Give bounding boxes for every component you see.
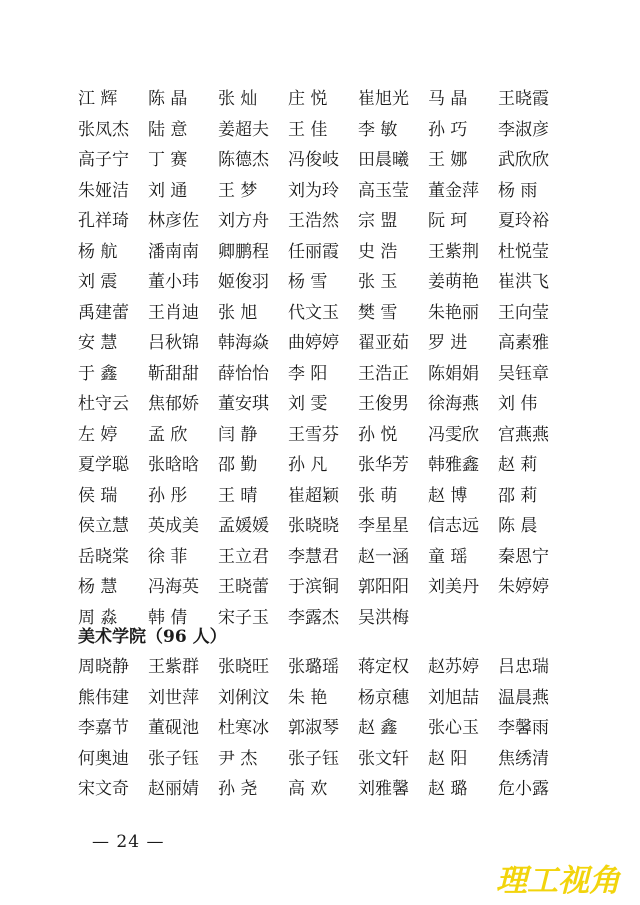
name-cell: 于 鑫 (78, 363, 118, 384)
name-cell: 张晓晓 (288, 516, 339, 536)
name-cell: 杨 雨 (498, 180, 538, 201)
name-cell: 冯雯欣 (428, 424, 479, 445)
name-cell: 江 辉 (78, 89, 118, 109)
name-cell: 赵丽婧 (148, 779, 199, 799)
name-cell: 孙 悦 (358, 424, 398, 445)
name-cell: 陈德杰 (218, 150, 269, 170)
name-cell: 吴洪梅 (358, 607, 409, 628)
name-cell: 刘雅馨 (358, 779, 409, 799)
name-cell: 李馨雨 (498, 718, 549, 738)
name-cell: 庄 悦 (288, 89, 328, 109)
name-cell: 张子钰 (148, 748, 199, 769)
name-cell: 刘 雯 (288, 394, 328, 414)
name-cell: 姜萌艳 (428, 272, 479, 292)
name-grid (78, 652, 568, 805)
name-cell: 陈娟娟 (428, 363, 479, 384)
watermark-logo (492, 855, 632, 901)
name-cell: 朱 艳 (288, 687, 328, 708)
name-cell: 宫燕燕 (498, 424, 549, 445)
name-cell: 吕秋锦 (148, 333, 199, 353)
name-cell: 杜守云 (78, 394, 129, 414)
name-cell: 闫 静 (218, 424, 258, 445)
name-cell: 英成美 (148, 516, 199, 536)
name-cell: 王立君 (218, 546, 269, 567)
name-cell: 翟亚茹 (358, 333, 409, 353)
name-cell: 林彦佐 (148, 211, 199, 231)
name-cell: 薛怡怡 (218, 363, 269, 384)
name-cell: 熊伟建 (78, 687, 129, 708)
name-cell: 蒋定权 (358, 657, 409, 677)
name-cell: 阮 珂 (428, 211, 468, 231)
name-cell: 孙 尧 (218, 779, 258, 799)
name-cell: 张华芳 (358, 455, 409, 475)
name-cell: 李 敏 (358, 119, 398, 140)
name-cell: 丁 赛 (148, 150, 188, 170)
name-cell: 孔祥琦 (78, 211, 129, 231)
name-cell: 于滨铜 (288, 577, 339, 597)
name-cell: 冯海英 (148, 577, 199, 597)
name-cell: 李露杰 (288, 607, 339, 628)
name-cell: 危小露 (498, 779, 549, 799)
name-cell: 靳甜甜 (148, 363, 199, 384)
name-cell: 武欣欣 (498, 150, 549, 170)
name-cell: 任丽霞 (288, 241, 339, 262)
name-cell: 马 晶 (428, 89, 468, 109)
name-cell: 刘方舟 (218, 211, 269, 231)
name-cell: 韩海焱 (218, 333, 269, 353)
name-cell: 王 佳 (288, 119, 328, 140)
name-cell: 孙 巧 (428, 119, 468, 140)
name-cell: 代文玉 (288, 302, 339, 323)
name-cell: 董小玮 (148, 272, 199, 292)
name-cell: 韩雅鑫 (428, 455, 479, 475)
name-cell: 杜悦莹 (498, 241, 549, 262)
name-cell: 王 娜 (428, 150, 468, 170)
name-cell: 崔超颖 (288, 485, 339, 506)
name-cell: 禹建蕾 (78, 302, 129, 323)
name-cell: 周 淼 (78, 607, 118, 628)
name-cell: 赵 鑫 (358, 718, 398, 738)
name-cell: 杨京穗 (358, 687, 409, 708)
name-cell: 冯俊岐 (288, 150, 339, 170)
name-cell: 张璐瑶 (288, 657, 339, 677)
name-cell: 朱娅洁 (78, 180, 129, 201)
name-cell: 秦恩宁 (498, 546, 549, 567)
name-cell: 韩 倩 (148, 607, 188, 628)
name-cell: 童 瑶 (428, 546, 468, 567)
name-cell: 温晨燕 (498, 687, 549, 708)
name-cell: 董金萍 (428, 180, 479, 201)
name-cell: 王紫荆 (428, 241, 479, 262)
name-cell: 李星星 (358, 516, 409, 536)
name-cell: 王晓霞 (498, 89, 549, 109)
name-cell: 李嘉节 (78, 718, 129, 738)
name-cell: 孙 凡 (288, 455, 328, 475)
name-cell: 李慧君 (288, 546, 339, 567)
name-cell: 陈 晶 (148, 89, 188, 109)
name-cell: 赵 阳 (428, 748, 468, 769)
name-cell: 王向莹 (498, 302, 549, 323)
name-cell: 樊 雪 (358, 302, 398, 323)
name-cell: 杜寒冰 (218, 718, 269, 738)
name-cell: 赵苏婷 (428, 657, 479, 677)
name-cell: 邵 莉 (498, 485, 538, 506)
name-cell: 董安琪 (218, 394, 269, 414)
name-cell: 郭淑琴 (288, 718, 339, 738)
name-cell: 罗 进 (428, 333, 468, 353)
name-cell: 张凤杰 (78, 119, 129, 140)
name-cell: 杨 航 (78, 241, 118, 262)
name-cell: 岳晓棠 (78, 546, 129, 567)
name-cell: 王浩然 (288, 211, 339, 231)
section-heading: 美术学院（96 人） (78, 627, 227, 647)
name-cell: 徐 菲 (148, 546, 188, 567)
name-cell: 董砚池 (148, 718, 199, 738)
page-number: — 24 — (92, 832, 165, 852)
name-cell: 李淑彦 (498, 119, 549, 140)
name-cell: 宋文奇 (78, 779, 129, 799)
name-cell: 崔洪飞 (498, 272, 549, 292)
svg-text:理工视角: 理工视角 (496, 863, 620, 899)
name-cell: 高玉莹 (358, 180, 409, 201)
name-cell: 张心玉 (428, 718, 479, 738)
name-cell: 王浩正 (358, 363, 409, 384)
name-cell: 赵 莉 (498, 455, 538, 475)
name-cell: 孟媛媛 (218, 516, 269, 536)
name-cell: 刘俐汶 (218, 687, 269, 708)
name-cell: 吴钰章 (498, 363, 549, 384)
name-cell: 田晨曦 (358, 150, 409, 170)
name-cell: 安 慧 (78, 333, 118, 353)
name-cell: 朱婷婷 (498, 577, 549, 597)
name-cell: 宗 盟 (358, 211, 398, 231)
name-cell: 刘 通 (148, 180, 188, 201)
name-cell: 史 浩 (358, 241, 398, 262)
name-cell: 侯 瑞 (78, 485, 118, 506)
name-cell: 王晓蕾 (218, 577, 269, 597)
name-cell: 高 欢 (288, 779, 328, 799)
name-cell: 侯立慧 (78, 516, 129, 536)
name-cell: 潘南南 (148, 241, 199, 262)
name-cell: 王 梦 (218, 180, 258, 201)
name-cell: 焦郁娇 (148, 394, 199, 414)
name-cell: 尹 杰 (218, 748, 258, 769)
name-cell: 夏学聪 (78, 455, 129, 475)
name-cell: 刘美丹 (428, 577, 479, 597)
name-cell: 朱艳丽 (428, 302, 479, 323)
name-cell: 杨 雪 (288, 272, 328, 292)
name-cell: 王 晴 (218, 485, 258, 506)
name-cell: 焦绣清 (498, 748, 549, 769)
name-cell: 王俊男 (358, 394, 409, 414)
name-cell: 张文轩 (358, 748, 409, 769)
name-cell: 王肖迪 (148, 302, 199, 323)
name-cell: 张 萌 (358, 485, 398, 506)
name-cell: 徐海燕 (428, 394, 479, 414)
name-cell: 孙 彤 (148, 485, 188, 506)
name-cell: 郭阳阳 (358, 577, 409, 597)
name-cell: 孟 欣 (148, 424, 188, 445)
name-cell: 周晓静 (78, 657, 129, 677)
name-cell: 刘 震 (78, 272, 118, 292)
name-cell: 邵 勤 (218, 455, 258, 475)
name-cell: 崔旭光 (358, 89, 409, 109)
name-cell: 李 阳 (288, 363, 328, 384)
name-cell: 宋子玉 (218, 607, 269, 628)
name-cell: 张子钰 (288, 748, 339, 769)
name-cell: 王紫群 (148, 657, 199, 677)
name-cell: 张 玉 (358, 272, 398, 292)
name-cell: 何奥迪 (78, 748, 129, 769)
name-cell: 刘旭喆 (428, 687, 479, 708)
name-cell: 夏玲裕 (498, 211, 549, 231)
name-grid (78, 84, 568, 633)
name-cell: 赵 璐 (428, 779, 468, 799)
name-cell: 张晓旺 (218, 657, 269, 677)
name-cell: 陆 意 (148, 119, 188, 140)
name-cell: 刘 伟 (498, 394, 538, 414)
name-cell: 高素雅 (498, 333, 549, 353)
name-cell: 高子宁 (78, 150, 129, 170)
name-cell: 姬俊羽 (218, 272, 269, 292)
name-cell: 卿鹏程 (218, 241, 269, 262)
name-cell: 张晗晗 (148, 455, 199, 475)
name-cell: 王雪芬 (288, 424, 339, 445)
name-cell: 赵 博 (428, 485, 468, 506)
name-cell: 左 婷 (78, 424, 118, 445)
name-cell: 赵一涵 (358, 546, 409, 567)
name-cell: 信志远 (428, 516, 479, 536)
name-list-section-2 (78, 652, 568, 805)
name-cell: 杨 慧 (78, 577, 118, 597)
name-cell: 吕忠瑞 (498, 657, 549, 677)
name-cell: 张 旭 (218, 302, 258, 323)
name-cell: 张 灿 (218, 89, 258, 109)
name-list-section-1 (78, 84, 568, 633)
name-cell: 刘世萍 (148, 687, 199, 708)
name-cell: 陈 晨 (498, 516, 538, 536)
name-cell: 刘为玲 (288, 180, 339, 201)
name-cell: 姜超夫 (218, 119, 269, 140)
name-cell: 曲婷婷 (288, 333, 339, 353)
